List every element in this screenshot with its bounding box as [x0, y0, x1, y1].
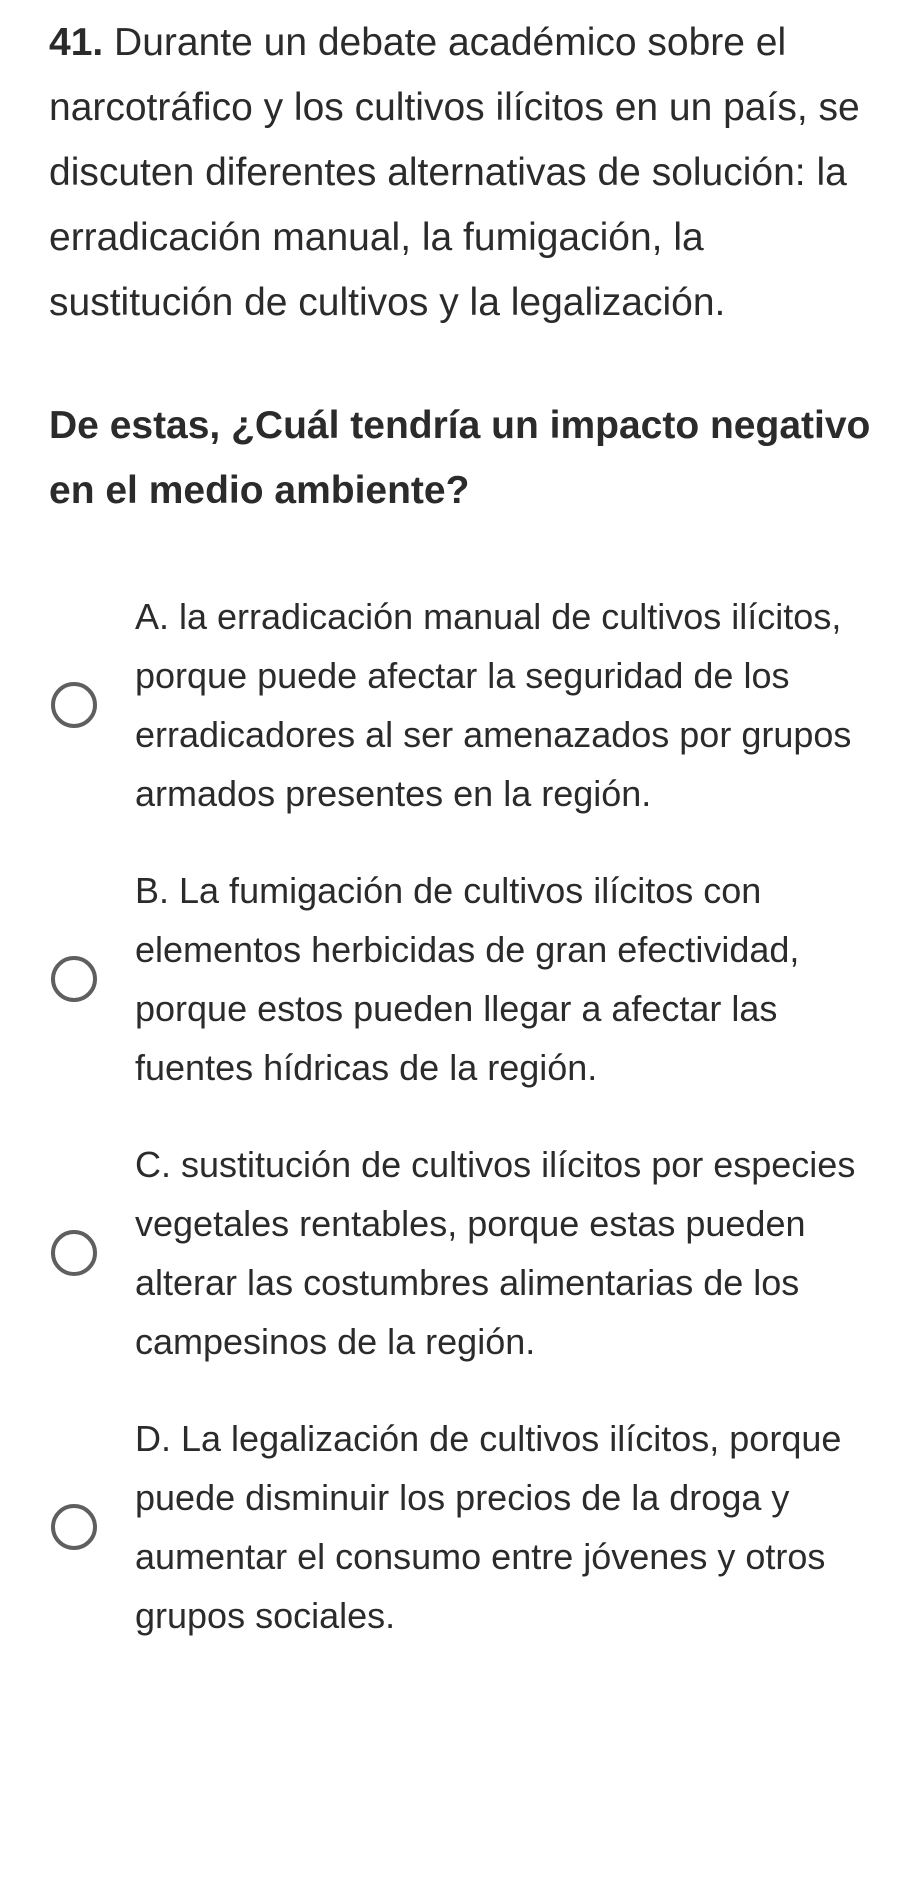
- option-d[interactable]: [49, 1409, 889, 1645]
- option-a-text: A. la erradicación manual de cultivos ilícitos, porque puede afectar la seguridad de los erradicadores al ser amenazados por grupos armados presentes en la región.: [135, 596, 852, 814]
- radio-circle-icon[interactable]: [51, 1504, 97, 1550]
- option-d-text: D. La legalización de cultivos ilícitos, porque puede disminuir los precios de la droga y aumentar el consumo entre jóvenes y otros grupos sociales.: [135, 1418, 842, 1636]
- option-a[interactable]: [49, 587, 889, 823]
- option-b[interactable]: [49, 861, 889, 1097]
- radio-circle-icon[interactable]: [51, 956, 97, 1002]
- question-card: [49, 10, 889, 1683]
- option-b-text: B. La fumigación de cultivos ilícitos con elementos herbicidas de gran efectividad, porque estos pueden llegar a afectar las fuentes hídricas de la región.: [135, 870, 800, 1088]
- radio-circle-icon[interactable]: [51, 682, 97, 728]
- radio-circle-icon[interactable]: [51, 1230, 97, 1276]
- option-c[interactable]: [49, 1135, 889, 1371]
- question-prompt: De estas, ¿Cuál tendría un impacto negativo en el medio ambiente?: [49, 404, 871, 512]
- question-number: 41.: [49, 21, 104, 64]
- question-stem: [49, 10, 889, 335]
- question-stem-text: Durante un debate académico sobre el narcotráfico y los cultivos ilícitos en un país, se discuten diferentes alternativas de solución: la erradicación manual, la fumigación, la sustitución de cultivos y la legalización.: [49, 21, 860, 324]
- answer-options: [49, 587, 889, 1645]
- option-c-text: C. sustitución de cultivos ilícitos por especies vegetales rentables, porque estas pueden alterar las costumbres alimentarias de los campesinos de la región.: [135, 1144, 856, 1362]
